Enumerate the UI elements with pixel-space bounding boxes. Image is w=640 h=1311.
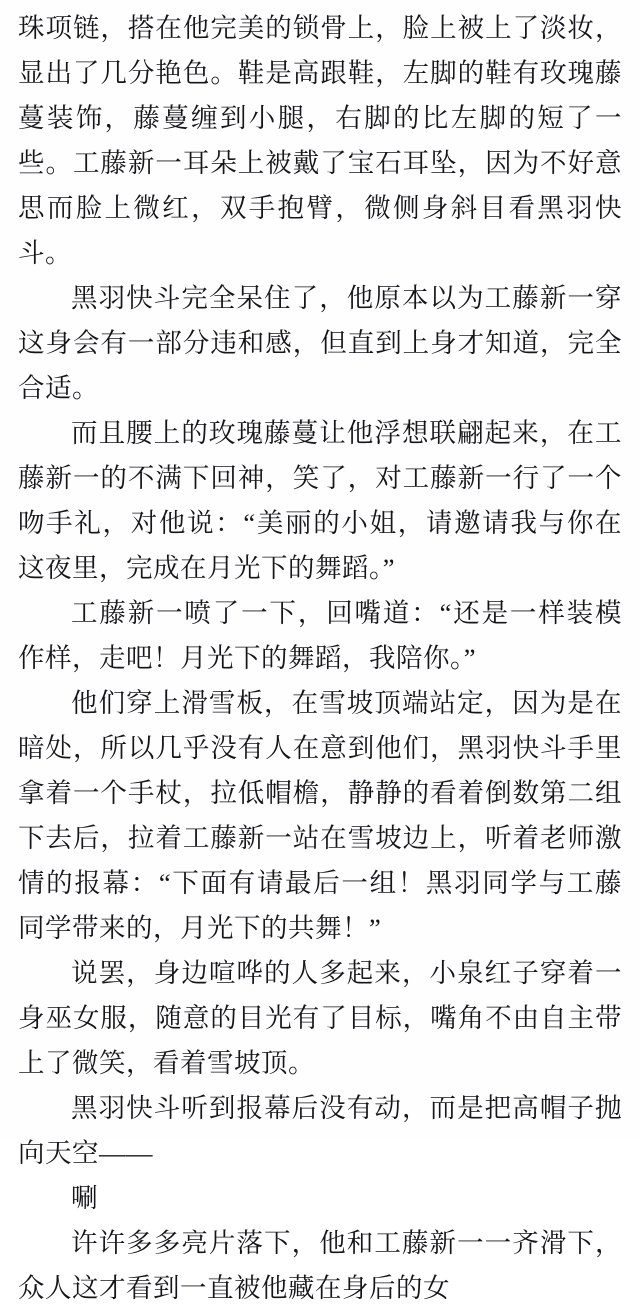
- paragraph: 黑羽快斗完全呆住了，他原本以为工藤新一穿这身会有一部分违和感，但直到上身才知道，完全合适。: [18, 283, 622, 403]
- paragraph: 工藤新一喷了一下，回嘴道：“还是一样装模作样，走吧！月光下的舞蹈，我陪你。”: [18, 598, 622, 673]
- paragraph-sound-effect: 唰: [71, 1183, 98, 1213]
- paragraph: 珠项链，搭在他完美的锁骨上，脸上被上了淡妆，显出了几分艳色。鞋是高跟鞋，左脚的鞋有玫瑰藤蔓装饰，藤蔓缠到小腿，右脚的比左脚的短了一些。工藤新一耳朵上被戴了宝石耳坠，因为不好意思而脸上微红，双手抱臂，微侧身斜目看黑羽快斗。: [18, 13, 622, 268]
- paragraph: 而且腰上的玫瑰藤蔓让他浮想联翩起来，在工藤新一的不满下回神，笑了，对工藤新一行了一个吻手礼，对他说：“美丽的小姐，请邀请我与你在这夜里，完成在月光下的舞蹈。”: [18, 418, 622, 583]
- paragraph: 说罢，身边喧哗的人多起来，小泉红子穿着一身巫女服，随意的目光有了目标，嘴角不由自主带上了微笑，看着雪坡顶。: [18, 958, 622, 1078]
- paragraph: 他们穿上滑雪板，在雪坡顶端站定，因为是在暗处，所以几乎没有人在意到他们，黑羽快斗手里拿着一个手杖，拉低帽檐，静静的看着倒数第二组下去后，拉着工藤新一站在雪坡边上，听着老师激情的报幕：“下面有请最后一组！黑羽同学与工藤同学带来的，月光下的共舞！”: [18, 688, 622, 943]
- paragraph: 黑羽快斗听到报幕后没有动，而是把高帽子抛向天空——: [18, 1093, 622, 1168]
- page-body: [18, 6, 622, 1311]
- paragraph-clipped: 许许多多亮片落下，他和工藤新一一齐滑下，众人这才看到一直被他藏在身后的女: [18, 1228, 622, 1303]
